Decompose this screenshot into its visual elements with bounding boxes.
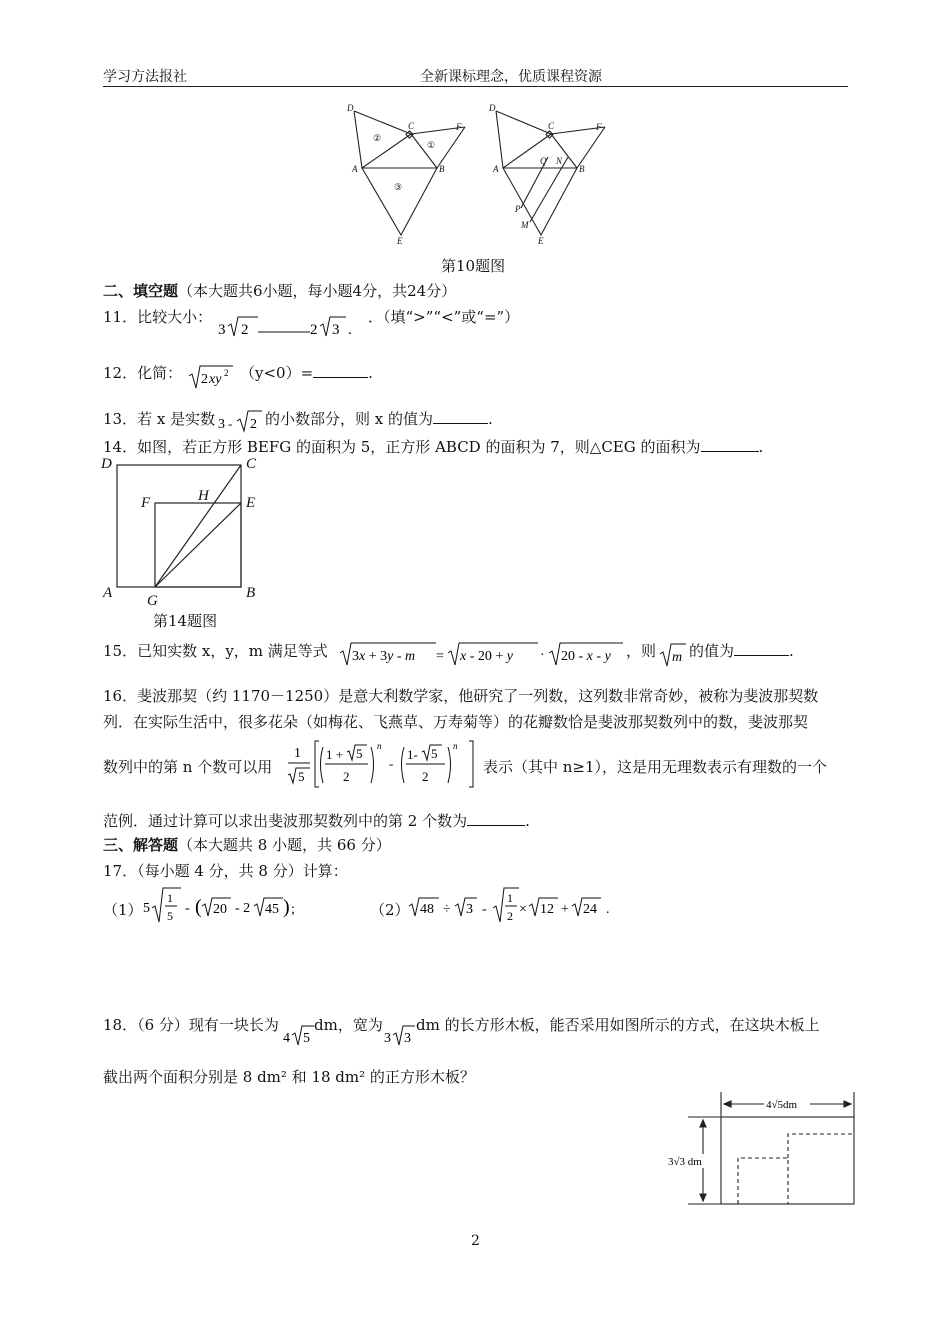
svg-text:1: 1	[167, 891, 173, 905]
fig14-label: F	[141, 495, 151, 511]
q17-text: 17．（每小题 4 分，共 8 分）计算：	[103, 862, 348, 880]
fig10-label: P	[515, 204, 521, 214]
fig10-label: E	[538, 236, 544, 246]
svg-text:1-: 1-	[407, 747, 418, 762]
svg-text:4: 4	[283, 1031, 290, 1046]
svg-text:2: 2	[310, 322, 318, 338]
q16-line3a: 数列中的第 n 个数可以用	[103, 758, 273, 776]
svg-text:3: 3	[218, 417, 225, 432]
q12-tail	[240, 362, 373, 383]
fig10-label: B	[439, 164, 445, 174]
q16-binet-formula	[285, 737, 485, 797]
header-center: 全新课标理念，优质课程资源	[420, 69, 602, 85]
fig10-region: ①	[427, 140, 436, 150]
svg-text:3: 3	[466, 902, 473, 917]
section3-heading	[103, 834, 391, 855]
q15-answer-blank[interactable]	[734, 640, 789, 656]
svg-text:20: 20	[213, 902, 227, 917]
svg-text:5: 5	[303, 1031, 310, 1046]
q18-line1b: dm，宽为	[314, 1016, 383, 1034]
fig18-width-label: 4√5dm	[766, 1099, 798, 1111]
svg-text:-: -	[389, 756, 394, 771]
fig14-label: B	[246, 585, 256, 601]
q15-pre: 15．已知实数 x，y，m 满足等式	[103, 642, 328, 660]
q16-answer-blank[interactable]	[467, 810, 525, 826]
fig10-region: ③	[394, 182, 403, 192]
svg-text:5: 5	[298, 769, 305, 784]
svg-text:.: .	[348, 322, 352, 338]
q11-label: 11．比较大小：	[103, 308, 213, 326]
q14-end: .	[758, 438, 764, 456]
svg-text:3: 3	[404, 1031, 411, 1046]
section3-title: 三、解答题	[103, 836, 179, 854]
q18-line1a: 18．（6 分）现有一块长为	[103, 1016, 279, 1034]
q17-part1-label: （1）	[103, 901, 143, 919]
fig10-label: B	[579, 164, 585, 174]
q16-line2: 列．在实际生活中，很多花朵（如梅花、飞燕草、万寿菊等）的花瓣数恰是斐波那契数列中的数，斐波那契	[103, 713, 809, 731]
svg-text:48: 48	[420, 902, 434, 917]
svg-text:2: 2	[422, 769, 429, 784]
fig10-label: D	[489, 103, 496, 113]
q14-text-wrap	[103, 436, 763, 457]
q16-line4: 范例．通过计算可以求出斐波那契数列中的第 2 个数为	[103, 812, 468, 830]
svg-text:·: ·	[540, 648, 545, 663]
q14-text: 14．如图，若正方形 BEFG 的面积为 5，正方形 ABCD 的面积为 7，则△CEG 的面积为	[103, 438, 701, 456]
svg-text:3: 3	[218, 322, 226, 338]
q15-sqrt-m	[658, 640, 688, 670]
svg-text:-: -	[482, 902, 487, 917]
svg-text:-: -	[185, 901, 190, 916]
q13-pre: 13．若 x 是实数	[103, 410, 216, 428]
fig10-label: A	[352, 164, 358, 174]
svg-text:3: 3	[332, 322, 340, 338]
svg-text:1: 1	[294, 746, 301, 761]
svg-text:2: 2	[224, 368, 229, 378]
q12-end: .	[368, 364, 373, 382]
svg-text:2: 2	[343, 769, 350, 784]
svg-text:5: 5	[167, 909, 173, 923]
figure-18-board	[666, 1090, 866, 1220]
q18-line1c: dm 的长方形木板，能否采用如图所示的方式，在这块木板上	[416, 1016, 820, 1034]
q13-tail-wrap	[265, 408, 493, 429]
fig10-caption: 第10题图	[441, 257, 506, 275]
fig14-label: A	[103, 585, 113, 601]
q16-line3b: 表示（其中 n≥1），这是用无理数表示有理数的一个	[483, 758, 828, 776]
svg-text:.: .	[606, 902, 610, 917]
svg-text:×: ×	[519, 902, 527, 917]
svg-text:3: 3	[384, 1031, 391, 1046]
q12-answer-blank[interactable]	[313, 362, 368, 378]
svg-text:xy: xy	[209, 372, 222, 387]
fig14-label: D	[101, 456, 112, 472]
header-rule	[103, 86, 848, 87]
fig14-label: H	[198, 488, 209, 504]
q15-end: .	[789, 642, 794, 660]
q14-answer-blank[interactable]	[701, 436, 759, 452]
q11-tail: ．（填“>”“<”或“=”）	[368, 308, 520, 326]
fig10-label: A	[493, 164, 499, 174]
q16-line1: 16．斐波那契（约 1170－1250）是意大利数学家，他研究了一列数，这列数非常奇妙，被称为斐波那契数	[103, 687, 819, 705]
q16-end: .	[525, 812, 530, 830]
fig10-label: N	[556, 156, 563, 166]
fig14-caption: 第14题图	[153, 612, 218, 630]
fig14-label: G	[147, 593, 158, 609]
q13-end: .	[488, 410, 493, 428]
svg-text:2: 2	[201, 372, 208, 387]
svg-text:(: (	[195, 896, 202, 918]
fig10-label: M	[521, 220, 529, 230]
svg-text:-: -	[228, 416, 233, 431]
svg-text:12: 12	[540, 902, 554, 917]
fig14-label: E	[246, 495, 256, 511]
svg-text:m: m	[672, 650, 683, 665]
q11-compare-expr	[218, 312, 378, 342]
svg-text:20 - x - y: 20 - x - y	[561, 649, 611, 664]
svg-text:3x + 3y - m: 3x + 3y - m	[352, 649, 416, 664]
q15-equation	[338, 637, 638, 669]
section3-note: （本大题共 8 小题，共 66 分）	[178, 836, 391, 854]
page-number: 2	[471, 1233, 480, 1249]
svg-text:5: 5	[143, 901, 150, 916]
q17-part2-label: （2）	[370, 901, 410, 919]
svg-text:÷: ÷	[443, 902, 451, 917]
fig18-height-label: 3√3 dm	[668, 1156, 702, 1168]
fig14-label: C	[246, 456, 257, 472]
fig10-label: C	[548, 121, 555, 131]
svg-text:45: 45	[265, 902, 279, 917]
q17-part2-expr	[407, 884, 647, 928]
section2-note: （本大题共6小题，每小题4分，共24分）	[178, 282, 457, 300]
svg-text:1: 1	[507, 891, 513, 905]
q12-cond: （y<0）=	[240, 364, 314, 382]
svg-text:2: 2	[250, 417, 257, 432]
q15-tail2: 的值为	[689, 642, 735, 660]
svg-text:1 +: 1 +	[326, 747, 344, 762]
section2-heading	[103, 280, 456, 301]
svg-text:n: n	[453, 741, 458, 751]
fig10-label: D	[347, 103, 354, 113]
header-left: 学习方法报社	[103, 69, 187, 85]
svg-text:5: 5	[356, 746, 363, 761]
figure-14	[100, 455, 300, 609]
svg-text:x - 20 + y: x - 20 + y	[460, 649, 513, 664]
svg-text:2: 2	[507, 909, 513, 923]
q12-expr	[187, 362, 247, 392]
fig10-label: E	[397, 236, 403, 246]
fig10-label: F	[596, 122, 602, 132]
svg-text:2: 2	[241, 322, 249, 338]
q15-tail2-wrap	[689, 640, 794, 661]
svg-text:24: 24	[583, 902, 597, 917]
q16-line4-wrap	[103, 810, 530, 831]
svg-text:=: =	[436, 649, 444, 664]
q12-label: 12．化简：	[103, 364, 183, 382]
svg-text:5: 5	[431, 746, 438, 761]
svg-text:n: n	[377, 741, 382, 751]
q15-tail: ，则	[626, 642, 657, 660]
fig10-label: C	[408, 121, 415, 131]
q13-answer-blank[interactable]	[433, 408, 488, 424]
q17-part1-expr	[143, 884, 343, 928]
fig10-region: ②	[373, 133, 382, 143]
section2-title: 二、填空题	[103, 282, 179, 300]
q13-tail: 的小数部分，则 x 的值为	[265, 410, 433, 428]
q18-line2: 截出两个面积分别是 8 dm² 和 18 dm² 的正方形木板？	[103, 1068, 475, 1086]
fig10-label: Q	[540, 156, 547, 166]
svg-text:- 2: - 2	[235, 901, 251, 916]
svg-text:;: ;	[291, 902, 295, 917]
svg-text:): )	[283, 896, 290, 918]
svg-text:+: +	[561, 902, 569, 917]
fig10-label: F	[456, 122, 462, 132]
